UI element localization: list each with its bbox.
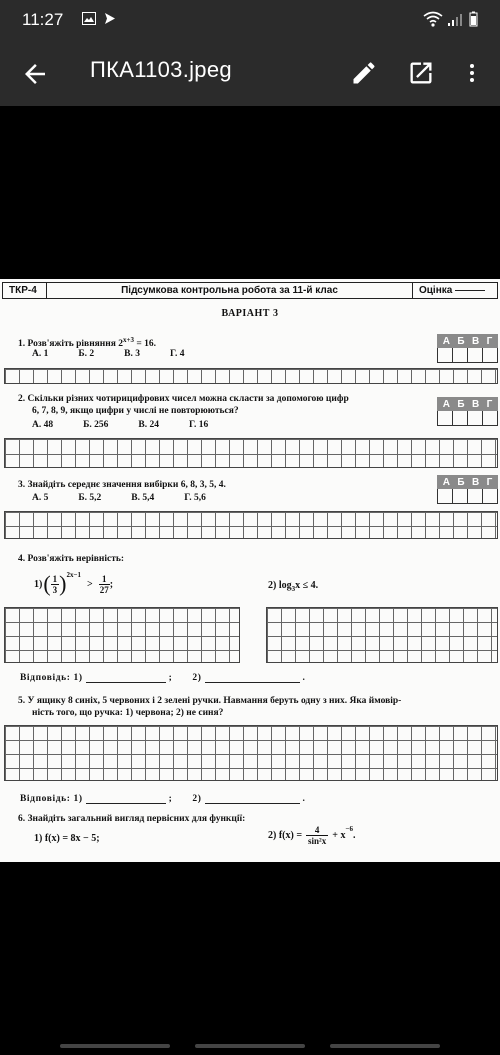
worksheet-image[interactable]: [0, 279, 500, 862]
file-title: ПКА1103.jpeg: [90, 57, 232, 82]
nav-gesture-right[interactable]: [330, 1044, 440, 1048]
work-grid-2[interactable]: [4, 438, 498, 468]
question-1: 1. Розв'яжіть рівняння $2^{x+3} = 16$.: [18, 336, 157, 350]
status-time: 11:27: [22, 10, 64, 29]
question-5: 5. У ящику 8 синіх, 5 червоних і 2 зелені ручки. Навмання беруть одну з них. Яка ймовір- ність того, що ручка: 1) червона; 2) не синя?: [18, 696, 402, 718]
status-bar: [0, 0, 500, 40]
edit-pencil-icon[interactable]: [350, 59, 378, 87]
answer-line-4: Відповідь: 1) ; 2) .: [20, 673, 306, 683]
open-external-icon[interactable]: [407, 59, 435, 87]
work-grid-3[interactable]: [4, 511, 498, 539]
nav-gesture-home[interactable]: [195, 1044, 305, 1048]
signal-icon: [447, 13, 465, 27]
work-grid-1[interactable]: [4, 368, 498, 384]
battery-icon: [469, 11, 478, 27]
system-nav-bar: [0, 1036, 500, 1055]
grade-label: Оцінка: [419, 285, 453, 296]
function-1: 1) f(x) = 8x − 5;: [34, 833, 100, 844]
work-grid-4-2[interactable]: [266, 607, 498, 663]
question-2-options: А. 48 Б. 256 В. 24 Г. 16: [32, 420, 209, 430]
work-grid-5[interactable]: [4, 725, 498, 781]
work-grid-4-1[interactable]: [4, 607, 240, 663]
test-code: ТКР-4: [3, 283, 47, 298]
inequality-2: 2) $\log_3x \le 4$.: [268, 580, 319, 593]
nav-gesture-left[interactable]: [60, 1044, 170, 1048]
wifi-icon: [423, 11, 443, 27]
test-title: Підсумкова контрольна робота за 11-й клас: [47, 283, 413, 298]
inequality-1: 1) ( 1 3 ) $^{2x-1}$ > 1 27 ;: [34, 571, 114, 596]
send-notification-icon: [104, 12, 116, 25]
gallery-notification-icon: [82, 12, 96, 25]
worksheet-header: [2, 282, 498, 299]
function-2: 2) f(x) = $\frac{4}{\text{sin²x}}$ + x $^{-6}$ .: [268, 825, 356, 846]
app-bar: [0, 40, 500, 106]
question-3: 3. Знайдіть середнє значення вибірки 6, 8, 3, 5, 4.: [18, 480, 226, 490]
question-3-options: А. 5 Б. 5,2 В. 5,4 Г. 5,6: [32, 493, 206, 503]
question-6: 6. Знайдіть загальний вигляд первісних для функції:: [18, 814, 246, 824]
answer-box-1[interactable]: А Б В Г: [437, 334, 498, 365]
answer-box-3[interactable]: А Б В Г: [437, 475, 498, 506]
answer-line-5: Відповідь: 1) ; 2) .: [20, 794, 306, 804]
question-1-options: А. 1 Б. 2 В. 3 Г. 4: [32, 349, 185, 359]
answer-box-2[interactable]: А Б В Г: [437, 397, 498, 428]
question-4: 4. Розв'яжіть нерівність:: [18, 554, 125, 564]
variant-title: ВАРІАНТ 3: [221, 308, 279, 319]
grade-field: [413, 283, 497, 298]
back-arrow-icon[interactable]: [20, 59, 50, 89]
question-2: 2. Скільки різних чотирицифрових чисел можна скласти за допомогою цифр 6, 7, 8, 9, якщо цифри у числі не повторюються?: [18, 394, 349, 416]
more-options-icon[interactable]: [460, 59, 484, 87]
